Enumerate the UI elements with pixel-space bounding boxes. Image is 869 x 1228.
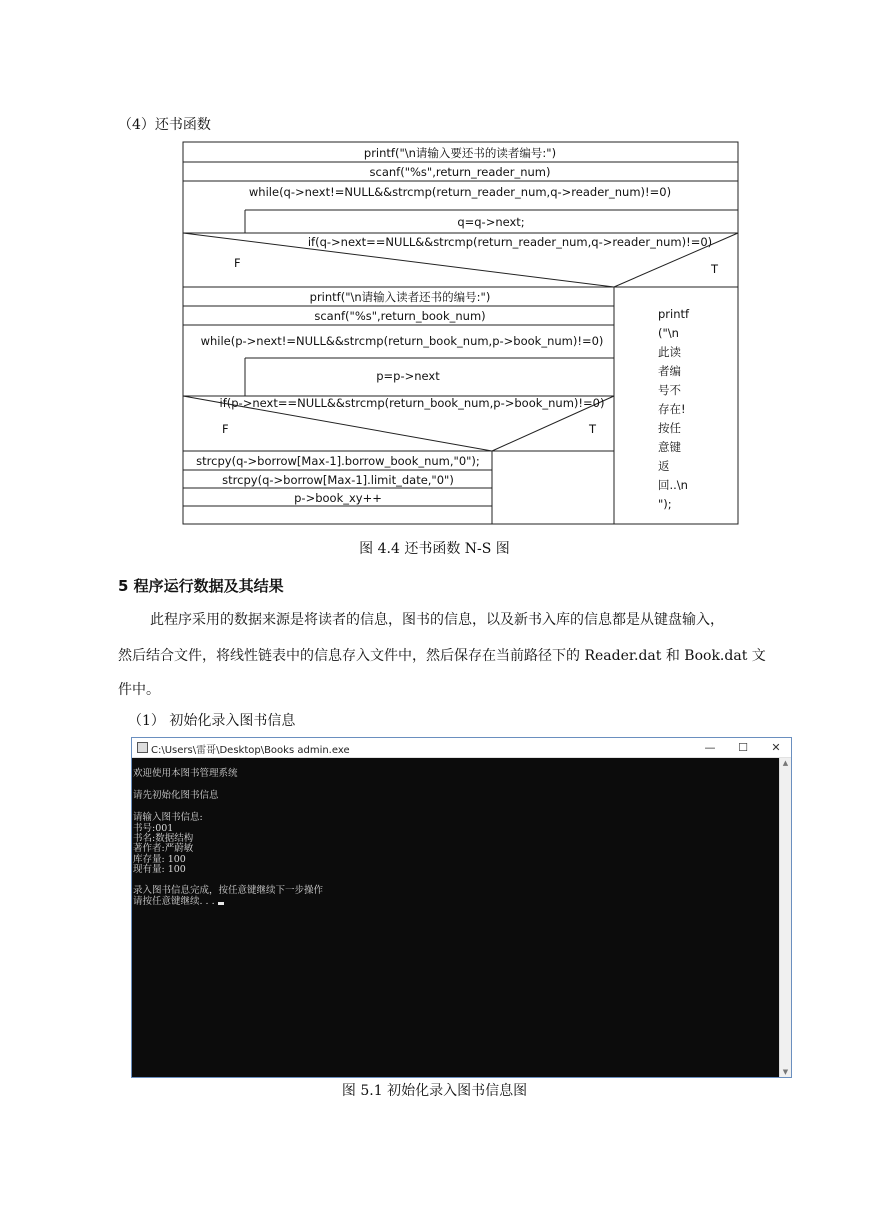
ns-while-book: while(p->next!=NULL&&strcmp(return_book_num,p->book_num)!=0) [200, 334, 604, 348]
ns-true-branch-line: 意键 [658, 440, 681, 454]
ns-cond1-true: T [711, 262, 719, 276]
console-line: 录入图书信息完成，按任意键继续下一步操作 [133, 885, 324, 896]
ns-true-branch [658, 307, 690, 511]
ns-printf-reader: printf("\n请输入要还书的读者编号:") [363, 146, 557, 160]
ns-while-reader: while(q->next!=NULL&&strcmp(return_reader_num,q->reader_num)!=0) [248, 185, 672, 199]
console-output [132, 758, 780, 1077]
scroll-down-arrow-icon[interactable]: ▼ [782, 1068, 789, 1076]
ns-true-branch-line: 回..\n [658, 478, 688, 492]
ns-if-reader: if(q->next==NULL&&strcmp(return_reader_num,q->reader_num)!=0) [307, 235, 713, 249]
console-line: 欢迎使用本图书管理系统 [133, 768, 238, 779]
console-titlebar[interactable] [132, 738, 791, 758]
console-line: 书名:数据结构 [133, 833, 194, 844]
ns-true-branch-line: 此读 [658, 345, 681, 359]
paragraph-line-3: 件中。 [118, 682, 160, 698]
console-title: C:\Users\雷哥\Desktop\Books admin.exe [151, 745, 350, 756]
ns-cond2-true: T [589, 422, 597, 436]
console-line: 著作者:严蔚敏 [133, 843, 194, 854]
console-prompt-text: 请按任意键继续. . . [133, 896, 215, 907]
close-button[interactable]: ✕ [771, 741, 781, 754]
ns-loop1-body: q=q->next; [457, 215, 525, 229]
console-line: 书号:001 [133, 823, 174, 834]
ns-scanf-reader: scanf("%s",return_reader_num) [369, 165, 551, 179]
ns-true-branch-line: 号不 [658, 383, 681, 397]
ns-strcpy-borrow: strcpy(q->borrow[Max-1].borrow_book_num,"0"); [196, 454, 480, 468]
console-line: 库存量: 100 [133, 854, 186, 865]
figure-4-4-caption: 图 4.4 还书函数 N-S 图 [359, 541, 510, 557]
scroll-up-arrow-icon[interactable]: ▲ [782, 759, 789, 767]
console-line: 请输入图书信息: [133, 812, 203, 823]
console-window [131, 737, 792, 1078]
ns-true-branch-line: 按任 [658, 421, 681, 435]
figure-5-1-caption: 图 5.1 初始化录入图书信息图 [341, 1083, 528, 1099]
minimize-button[interactable]: — [704, 741, 716, 754]
paragraph-line-2: 然后结合文件，将线性链表中的信息存入文件中，然后保存在当前路径下的 Reader.dat 和 Book.dat 文 [118, 648, 766, 664]
ns-true-branch-line: ("\n [658, 326, 679, 340]
ns-printf-book: printf("\n请输入读者还书的编号:") [309, 290, 491, 304]
section-heading-results: 5 程序运行数据及其结果 [118, 577, 284, 595]
subsection-heading-init-books: （1） 初始化录入图书信息 [128, 713, 296, 729]
ns-true-branch-line: 者编 [658, 364, 681, 378]
ns-scanf-book: scanf("%s",return_book_num) [314, 309, 486, 323]
ns-true-branch-line: 返 [658, 459, 670, 473]
ns-cond1-false: F [234, 256, 241, 270]
ns-true-branch-line: "); [658, 497, 672, 511]
ns-if-book: if(p->next==NULL&&strcmp(return_book_num,p->book_num)!=0) [219, 396, 605, 410]
console-app-icon [137, 742, 148, 753]
console-scrollbar[interactable] [779, 758, 791, 1077]
ns-strcpy-limit: strcpy(q->borrow[Max-1].limit_date,"0") [222, 473, 454, 487]
ns-loop2-body: p=p->next [376, 369, 440, 383]
ns-true-branch-line: 存在! [658, 402, 686, 416]
maximize-button[interactable]: ☐ [738, 741, 748, 754]
ns-cond2-false: F [222, 422, 229, 436]
paragraph-line-1: 此程序采用的数据来源是将读者的信息，图书的信息，以及新书入库的信息都是从键盘输入， [150, 612, 724, 628]
ns-diagram [0, 0, 869, 560]
ns-true-branch-line: printf [658, 307, 690, 321]
text-cursor [218, 902, 224, 905]
console-prompt-line [133, 897, 224, 907]
console-line: 请先初始化图书信息 [133, 790, 219, 801]
section-heading-return-book: （4）还书函数 [118, 117, 211, 133]
console-line: 现有量: 100 [133, 864, 186, 875]
ns-book-xy: p->book_xy++ [294, 491, 382, 505]
